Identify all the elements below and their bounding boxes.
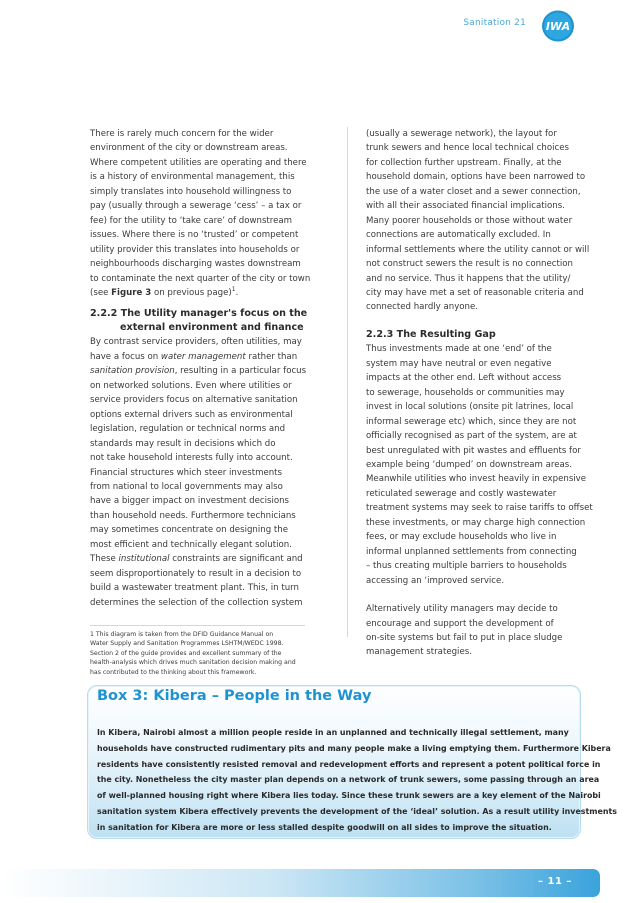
section-heading-2-2-2 [90,307,332,334]
text-line: – thus creating multiple barriers to households [366,561,567,572]
text-line: may sometimes concentrate on designing the [90,525,288,536]
left-column [90,127,332,610]
text-line: seem disproportionately to result in a decision to [90,568,302,579]
text-line: fees, or may exclude households who live in [366,532,557,543]
footnote-rule [90,625,305,626]
left-paragraph-2 [90,335,332,610]
text-line: not take household interests fully into account. [90,453,293,464]
text-line: have a bigger impact on investment decisions [90,496,290,507]
text-line: Many poorer households or those without water [366,215,573,226]
text-line: to contaminate the next quarter of the city or town [90,273,311,284]
box-line: households have constructed rudimentary pits and many people make a living emptying them. Furthermore Kibera [97,743,611,753]
text-line: treatment systems may seek to raise tariffs to offset [366,503,593,514]
text-line: options external drivers such as environmental [90,409,293,420]
box-line: In Kibera, Nairobi almost a million people reside in an unplanned and technically illegal settlement, many [97,728,569,737]
running-header: Sanitation 21 [463,18,526,28]
logo-text: IWA [545,20,571,33]
text-line: Where competent utilities are operating and there [90,157,307,168]
text-line: on networked solutions. Even where utilities or [90,380,292,391]
text-line: have a focus on water management rather than [90,351,298,362]
text-line: issues. Where there is no ‘trusted’ or competent [90,230,299,241]
text-line: reticulated sewerage and costly wastewater [366,488,557,499]
text-line: encourage and support the development of [366,618,554,629]
text-line: impacts at the other end. Left without access [366,373,562,384]
text-line: city may have met a set of reasonable criteria and [366,287,584,298]
text-line: management strategies. [366,647,472,658]
footnote-line: Section 2 of the guide provides and excellent summary of the [90,649,282,657]
text-line: trunk sewers and hence local technical choices [366,143,569,154]
text-line: connections are automatically excluded. In [366,230,551,241]
text-line: on-site systems but fail to put in place sludge [366,633,563,643]
text-line: and no service. Thus it happens that the utility/ [366,273,571,284]
text-line: these investments, or may charge high connection [366,517,586,528]
text-line: determines the selection of the collection system [90,597,303,608]
text-line: Financial structures which steer investments [90,467,283,478]
text-line: Alternatively utility managers may decide to [366,604,558,615]
page-number: – 11 – [538,876,572,887]
heading-line: external environment and finance [120,321,304,333]
text-line: Thus investments made at one ‘end’ of the [366,344,552,355]
footnote-line: health-analysis which drives much sanitation decision making and [90,659,296,667]
text-line: service providers focus on alternative sanitation [90,395,298,406]
text-line: neighbourhoods discharging wastes downstream [90,259,301,270]
figure-reference: Figure 3 [111,287,152,298]
text-line: These institutional constraints are significant and [90,554,303,565]
iwa-logo [541,9,575,43]
text-line: legislation, regulation or technical norms and [90,424,286,435]
text-line: from national to local governments may also [90,481,283,492]
text-line: most efficient and technically elegant solution. [90,539,292,550]
text-line: invest in local solutions (onsite pit latrines, local [366,402,574,413]
text-line: By contrast service providers, often utilities, may [90,337,302,348]
footnote-line: 1 This diagram is taken from the DFID Guidance Manual on [90,631,274,638]
text-line: utility provider this translates into households or [90,244,300,255]
box-title: Box 3: Kibera – People in the Way [97,688,372,704]
footnote-line: has contributed to the thinking about this framework. [90,668,257,676]
text-line: build a wastewater treatment plant. This, in turn [90,583,299,594]
text-line: pay (usually through a sewerage ‘cess’ – a tax or [90,201,302,212]
text-line: simply translates into household willingness to [90,186,292,197]
text-line: household domain, options have been narrowed to [366,172,586,183]
text-line: best unregulated with pit wastes and effluents for [366,445,581,456]
text-line: not construct sewers the result is no connection [366,259,573,270]
text-line: There is rarely much concern for the wider [90,129,274,139]
text-line: (usually a sewerage network), the layout for [366,129,557,139]
text-line: than household needs. Furthermore technicians [90,510,296,521]
box-line: residents have consistently resisted removal and redevelopment efforts and represent a potent political force in [97,759,601,769]
text-line: officially recognised as part of the system, are at [366,431,577,442]
text-line: example being ‘dumped’ on downstream areas. [366,460,572,471]
box-body [97,725,617,836]
text-line: (see Figure 3 on previous page)$^1$. [90,286,239,298]
heading-line: 2.2.2 The Utility manager's focus on the [90,308,308,320]
footnote-line: Water Supply and Sanitation Programmes LSHTM/WEDC 1998. [90,640,284,648]
text-line: system may have neutral or even negative [366,358,552,369]
box-line: in sanitation for Kibera are more or less stalled despite goodwill on all sides to improve the situation. [97,822,552,832]
text-line: informal sewerage etc) which, since they are not [366,416,577,427]
box-line: of well-planned housing right where Kibera lies today. Since these trunk sewers are a key element of the Nairobi [97,791,601,801]
section-heading-2-2-3: 2.2.3 The Resulting Gap [366,328,496,340]
box-line: sanitation system Kibera effectively prevents the development of the ‘ideal’ solution. As a result utility investments [97,806,617,816]
text-line: connected hardly anyone. [366,302,479,313]
right-paragraph-3 [366,602,616,660]
right-paragraph-1 [366,127,616,315]
text-line: with all their associated financial implications. [366,201,565,212]
text-line: is a history of environmental management, this [90,172,295,183]
text-line: standards may result in decisions which do [90,438,276,449]
text-line: accessing an ‘improved service. [366,575,505,586]
footer-bar [0,869,600,897]
text-line: fee) for the utility to ‘take care’ of downstream [90,215,293,226]
text-line: to sewerage, households or communities may [366,387,565,398]
box-line: the city. Nonetheless the city master plan depends on a network of trunk sewers, some passing through an area [97,775,600,785]
text-line: sanitation provision, resulting in a particular focus [90,366,307,377]
text-line: environment of the city or downstream areas. [90,143,288,154]
text-line: the use of a water closet and a sewer connection, [366,186,581,197]
column-divider [347,127,348,637]
text-line: informal unplanned settlements from connecting [366,546,577,557]
text-line: Meanwhile utilities who invest heavily in expensive [366,474,587,485]
footnote-marker: 1 [231,286,236,294]
text-line: informal settlements where the utility cannot or will [366,244,590,255]
right-paragraph-2 [366,342,616,588]
right-column [366,127,616,660]
footnote [90,630,310,677]
left-paragraph-1 [90,127,332,300]
text-line: for collection further upstream. Finally, at the [366,157,562,168]
